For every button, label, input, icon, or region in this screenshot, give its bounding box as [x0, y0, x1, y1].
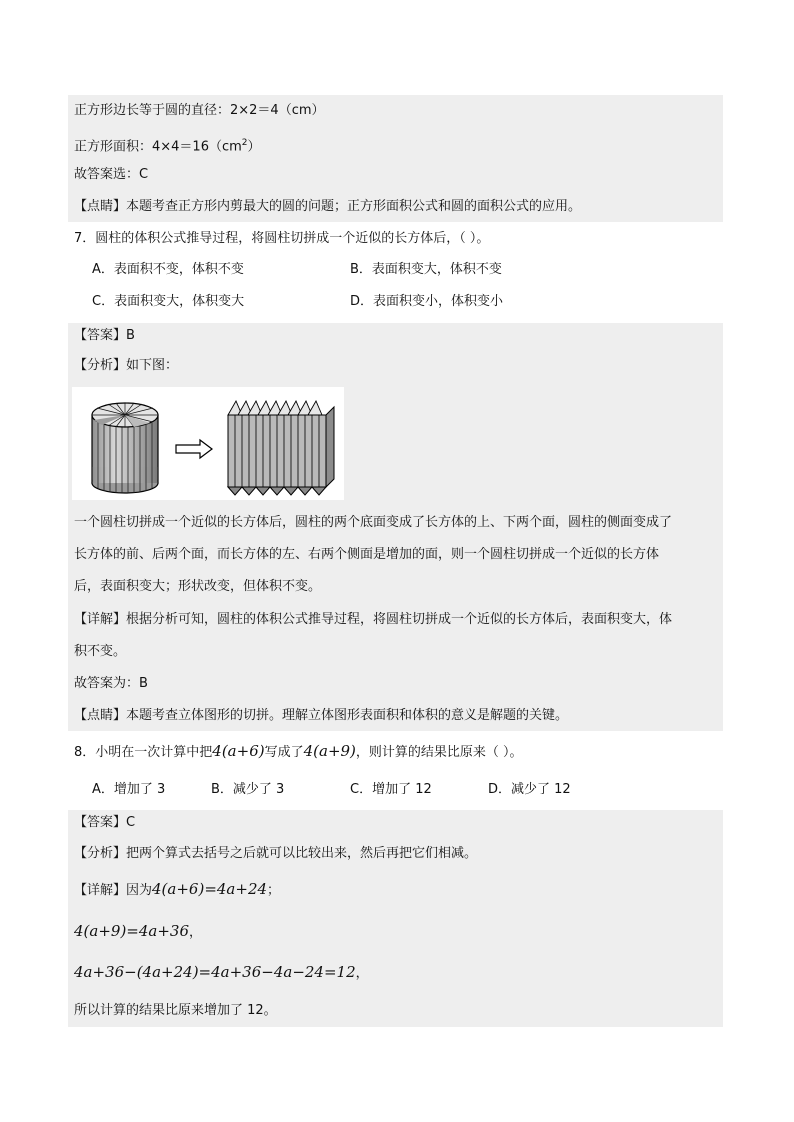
q8-analysis: 【分析】把两个算式去括号之后就可以比较出来，然后再把它们相减。	[74, 846, 478, 861]
q8-detail-line-3	[74, 963, 369, 983]
q7-option-b: B．表面积变大，体积不变	[350, 262, 502, 277]
q8-stem-post: ，则计算的结果比原来（ ）。	[355, 745, 523, 760]
cylinder-icon	[92, 403, 158, 493]
q8-equation-2: 4(a+9)=4a+36	[74, 922, 190, 940]
q8-answer: 【答案】C	[74, 815, 136, 830]
q8-detail-line-1	[74, 880, 280, 900]
q6-conclusion: 故答案选：C	[74, 167, 149, 182]
cylinder-cut-svg	[72, 387, 344, 500]
q8-detail-line-2	[74, 922, 202, 942]
q7-explain-line-2: 长方体的前、后两个面，而长方体的左、右两个侧面是增加的面，则一个圆柱切拼成一个近似的长方体	[74, 547, 660, 562]
q8-expr-wrong: 4(a+9)	[303, 742, 356, 760]
square-area-text: 正方形面积：4×4＝16（cm	[74, 139, 242, 155]
q8-equation-1: 4(a+6)=4a+24	[152, 880, 268, 898]
q7-detail-line-1: 【详解】根据分析可知，圆柱的体积公式推导过程，将圆柱切拼成一个近似的长方体后，表面积变大，体	[74, 612, 673, 627]
q7-option-a: A．表面积不变，体积不变	[92, 262, 244, 277]
cylinder-cut-figure	[72, 387, 344, 500]
q7-conclusion: 故答案为：B	[74, 676, 148, 691]
square-area-close: ）	[247, 139, 261, 155]
square-area-line	[74, 134, 261, 156]
square-area-superscript: 2	[241, 138, 248, 148]
q8-option-c: C．增加了 12	[350, 782, 432, 797]
q7-answer: 【答案】B	[74, 328, 135, 343]
q8-detail-label: 【详解】因为	[74, 883, 153, 898]
square-side-line: 正方形边长等于圆的直径：2×2＝4（cm）	[74, 103, 325, 118]
q8-option-b: B．减少了 3	[211, 782, 285, 797]
approx-cuboid-icon	[228, 401, 334, 495]
q7-note: 【点睛】本题考查立体图形的切拼。理解立体图形表面积和体积的意义是解题的关键。	[74, 708, 569, 723]
solution-block-q8	[68, 810, 723, 1027]
q8-conclusion: 所以计算的结果比原来增加了 12。	[74, 1003, 277, 1018]
q7-analysis-label: 【分析】如下图：	[74, 358, 179, 373]
q8-equation-2-punct: ，	[189, 925, 203, 940]
q6-note: 【点睛】本题考查正方形内剪最大的圆的问题；正方形面积公式和圆的面积公式的应用。	[74, 199, 582, 214]
q8-stem	[74, 742, 523, 762]
q8-equation-3: 4a+36−(4a+24)=4a+36−4a−24=12	[74, 963, 356, 981]
q8-option-a: A．增加了 3	[92, 782, 166, 797]
q8-stem-pre: 8．小明在一次计算中把	[74, 745, 213, 760]
q7-explain-line-1: 一个圆柱切拼成一个近似的长方体后，圆柱的两个底面变成了长方体的上、下两个面，圆柱的侧面变成了	[74, 515, 673, 530]
q8-stem-mid: 写成了	[264, 745, 304, 760]
q8-equation-3-punct: ，	[355, 966, 369, 981]
q7-option-d: D．表面积变小，体积变小	[350, 294, 504, 309]
q8-equation-1-punct: ；	[267, 883, 281, 898]
q8-option-d: D．减少了 12	[488, 782, 571, 797]
q7-explain-line-3: 后，表面积变大；形状改变，但体积不变。	[74, 579, 322, 594]
q7-detail-line-2: 积不变。	[74, 644, 127, 659]
arrow-right-icon	[176, 440, 212, 458]
q7-stem: 7．圆柱的体积公式推导过程，将圆柱切拼成一个近似的长方体后，（ ）。	[74, 231, 490, 246]
q7-option-c: C．表面积变大，体积变大	[92, 294, 245, 309]
q8-expr-original: 4(a+6)	[212, 742, 265, 760]
